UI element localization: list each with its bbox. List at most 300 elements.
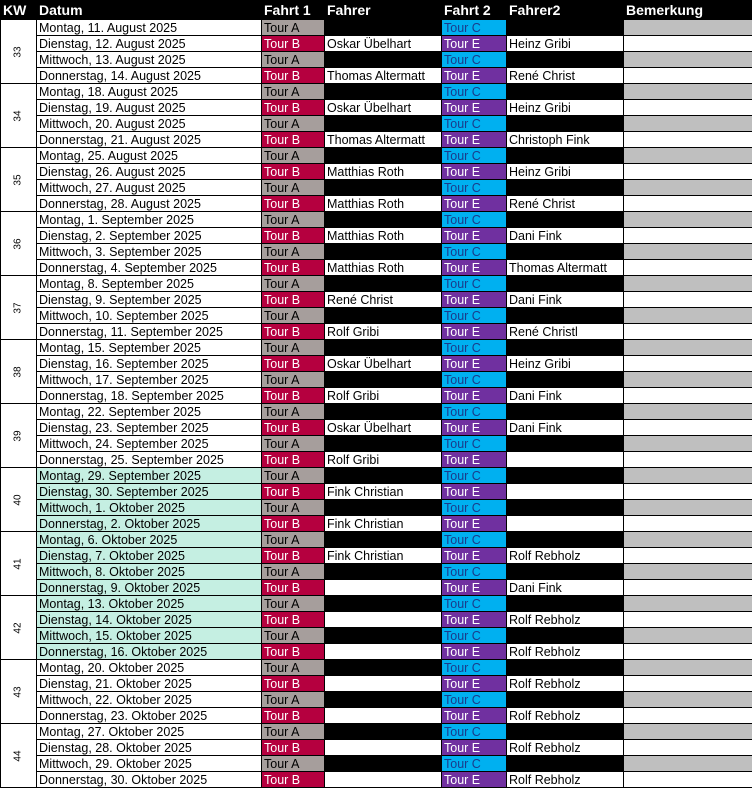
fahrt1-cell[interactable]: Tour B xyxy=(262,132,325,148)
bemerkung-cell[interactable] xyxy=(624,212,752,228)
fahrt2-cell[interactable]: Tour C xyxy=(442,180,507,196)
fahrer2-cell[interactable]: Dani Fink xyxy=(507,580,624,596)
fahrt1-cell[interactable]: Tour B xyxy=(262,484,325,500)
bemerkung-cell[interactable] xyxy=(624,116,752,132)
date-cell[interactable]: Montag, 27. Oktober 2025 xyxy=(37,724,262,740)
fahrer-cell[interactable]: Oskar Übelhart xyxy=(325,100,442,116)
bemerkung-cell[interactable] xyxy=(624,628,752,644)
fahrt1-cell[interactable]: Tour B xyxy=(262,324,325,340)
header-datum[interactable]: Datum xyxy=(37,1,262,20)
fahrer-cell[interactable] xyxy=(325,20,442,36)
date-cell[interactable]: Donnerstag, 9. Oktober 2025 xyxy=(37,580,262,596)
bemerkung-cell[interactable] xyxy=(624,580,752,596)
fahrer-cell[interactable] xyxy=(325,372,442,388)
bemerkung-cell[interactable] xyxy=(624,516,752,532)
fahrer2-cell[interactable] xyxy=(507,436,624,452)
fahrt2-cell[interactable]: Tour E xyxy=(442,740,507,756)
fahrt1-cell[interactable]: Tour B xyxy=(262,452,325,468)
fahrer2-cell[interactable]: Rolf Rebholz xyxy=(507,772,624,788)
fahrt1-cell[interactable]: Tour B xyxy=(262,420,325,436)
fahrer-cell[interactable]: René Christ xyxy=(325,292,442,308)
date-cell[interactable]: Mittwoch, 17. September 2025 xyxy=(37,372,262,388)
fahrer2-cell[interactable]: Dani Fink xyxy=(507,420,624,436)
fahrer-cell[interactable]: Matthias Roth xyxy=(325,164,442,180)
fahrt2-cell[interactable]: Tour C xyxy=(442,468,507,484)
date-cell[interactable]: Dienstag, 16. September 2025 xyxy=(37,356,262,372)
fahrer-cell[interactable] xyxy=(325,628,442,644)
fahrt2-cell[interactable]: Tour C xyxy=(442,500,507,516)
fahrt2-cell[interactable]: Tour C xyxy=(442,692,507,708)
fahrt2-cell[interactable]: Tour E xyxy=(442,164,507,180)
fahrt1-cell[interactable]: Tour A xyxy=(262,276,325,292)
fahrer-cell[interactable] xyxy=(325,612,442,628)
fahrer2-cell[interactable]: Dani Fink xyxy=(507,388,624,404)
bemerkung-cell[interactable] xyxy=(624,68,752,84)
fahrer2-cell[interactable]: Heinz Gribi xyxy=(507,100,624,116)
bemerkung-cell[interactable] xyxy=(624,84,752,100)
fahrt1-cell[interactable]: Tour A xyxy=(262,308,325,324)
fahrer-cell[interactable] xyxy=(325,772,442,788)
week-number-cell[interactable] xyxy=(1,276,37,340)
fahrt2-cell[interactable]: Tour C xyxy=(442,116,507,132)
bemerkung-cell[interactable] xyxy=(624,532,752,548)
fahrt1-cell[interactable]: Tour A xyxy=(262,532,325,548)
bemerkung-cell[interactable] xyxy=(624,548,752,564)
fahrer2-cell[interactable] xyxy=(507,564,624,580)
date-cell[interactable]: Dienstag, 26. August 2025 xyxy=(37,164,262,180)
fahrer2-cell[interactable]: Rolf Rebholz xyxy=(507,644,624,660)
week-number-cell[interactable] xyxy=(1,468,37,532)
fahrer2-cell[interactable] xyxy=(507,180,624,196)
fahrer2-cell[interactable] xyxy=(507,20,624,36)
date-cell[interactable]: Donnerstag, 25. September 2025 xyxy=(37,452,262,468)
fahrt2-cell[interactable]: Tour E xyxy=(442,580,507,596)
fahrt2-cell[interactable]: Tour E xyxy=(442,644,507,660)
fahrer2-cell[interactable]: Heinz Gribi xyxy=(507,36,624,52)
fahrt1-cell[interactable]: Tour A xyxy=(262,52,325,68)
fahrer-cell[interactable] xyxy=(325,84,442,100)
date-cell[interactable]: Dienstag, 9. September 2025 xyxy=(37,292,262,308)
fahrt1-cell[interactable]: Tour B xyxy=(262,516,325,532)
fahrt2-cell[interactable]: Tour E xyxy=(442,356,507,372)
fahrer-cell[interactable] xyxy=(325,180,442,196)
fahrer-cell[interactable]: Thomas Altermatt xyxy=(325,68,442,84)
fahrer2-cell[interactable] xyxy=(507,756,624,772)
bemerkung-cell[interactable] xyxy=(624,676,752,692)
fahrt2-cell[interactable]: Tour E xyxy=(442,516,507,532)
fahrt2-cell[interactable]: Tour C xyxy=(442,724,507,740)
fahrt2-cell[interactable]: Tour E xyxy=(442,452,507,468)
fahrt1-cell[interactable]: Tour B xyxy=(262,708,325,724)
date-cell[interactable]: Dienstag, 23. September 2025 xyxy=(37,420,262,436)
bemerkung-cell[interactable] xyxy=(624,692,752,708)
fahrer2-cell[interactable]: Rolf Rebholz xyxy=(507,612,624,628)
fahrt1-cell[interactable]: Tour A xyxy=(262,404,325,420)
fahrt2-cell[interactable]: Tour C xyxy=(442,52,507,68)
fahrer-cell[interactable] xyxy=(325,692,442,708)
fahrt2-cell[interactable]: Tour E xyxy=(442,420,507,436)
date-cell[interactable]: Donnerstag, 14. August 2025 xyxy=(37,68,262,84)
date-cell[interactable]: Dienstag, 28. Oktober 2025 xyxy=(37,740,262,756)
fahrt2-cell[interactable]: Tour C xyxy=(442,660,507,676)
fahrer-cell[interactable]: Rolf Gribi xyxy=(325,388,442,404)
fahrt2-cell[interactable]: Tour E xyxy=(442,196,507,212)
fahrer2-cell[interactable] xyxy=(507,724,624,740)
bemerkung-cell[interactable] xyxy=(624,196,752,212)
fahrt1-cell[interactable]: Tour A xyxy=(262,500,325,516)
fahrt2-cell[interactable]: Tour E xyxy=(442,612,507,628)
date-cell[interactable]: Montag, 15. September 2025 xyxy=(37,340,262,356)
fahrer-cell[interactable] xyxy=(325,276,442,292)
date-cell[interactable]: Dienstag, 30. September 2025 xyxy=(37,484,262,500)
fahrer-cell[interactable] xyxy=(325,756,442,772)
bemerkung-cell[interactable] xyxy=(624,420,752,436)
fahrt2-cell[interactable]: Tour E xyxy=(442,324,507,340)
bemerkung-cell[interactable] xyxy=(624,436,752,452)
fahrt1-cell[interactable]: Tour B xyxy=(262,68,325,84)
bemerkung-cell[interactable] xyxy=(624,340,752,356)
fahrt1-cell[interactable]: Tour A xyxy=(262,372,325,388)
fahrt2-cell[interactable]: Tour E xyxy=(442,708,507,724)
fahrer-cell[interactable] xyxy=(325,500,442,516)
fahrt1-cell[interactable]: Tour A xyxy=(262,84,325,100)
week-number-cell[interactable] xyxy=(1,148,37,212)
date-cell[interactable]: Dienstag, 12. August 2025 xyxy=(37,36,262,52)
fahrer-cell[interactable] xyxy=(325,52,442,68)
fahrt1-cell[interactable]: Tour B xyxy=(262,356,325,372)
date-cell[interactable]: Dienstag, 21. Oktober 2025 xyxy=(37,676,262,692)
fahrt1-cell[interactable]: Tour A xyxy=(262,660,325,676)
bemerkung-cell[interactable] xyxy=(624,164,752,180)
date-cell[interactable]: Donnerstag, 23. Oktober 2025 xyxy=(37,708,262,724)
fahrer-cell[interactable] xyxy=(325,676,442,692)
bemerkung-cell[interactable] xyxy=(624,308,752,324)
bemerkung-cell[interactable] xyxy=(624,724,752,740)
bemerkung-cell[interactable] xyxy=(624,356,752,372)
bemerkung-cell[interactable] xyxy=(624,372,752,388)
fahrer-cell[interactable] xyxy=(325,308,442,324)
fahrer2-cell[interactable] xyxy=(507,244,624,260)
bemerkung-cell[interactable] xyxy=(624,740,752,756)
bemerkung-cell[interactable] xyxy=(624,388,752,404)
fahrer-cell[interactable]: Oskar Übelhart xyxy=(325,36,442,52)
fahrer2-cell[interactable]: René Christ xyxy=(507,196,624,212)
fahrer-cell[interactable]: Matthias Roth xyxy=(325,196,442,212)
date-cell[interactable]: Montag, 11. August 2025 xyxy=(37,20,262,36)
fahrer2-cell[interactable]: Thomas Altermatt xyxy=(507,260,624,276)
fahrer-cell[interactable]: Fink Christian xyxy=(325,548,442,564)
fahrer2-cell[interactable] xyxy=(507,84,624,100)
fahrer2-cell[interactable]: Rolf Rebholz xyxy=(507,548,624,564)
bemerkung-cell[interactable] xyxy=(624,644,752,660)
date-cell[interactable]: Montag, 18. August 2025 xyxy=(37,84,262,100)
fahrt1-cell[interactable]: Tour B xyxy=(262,644,325,660)
fahrt2-cell[interactable]: Tour E xyxy=(442,36,507,52)
week-number-cell[interactable] xyxy=(1,404,37,468)
fahrt1-cell[interactable]: Tour B xyxy=(262,580,325,596)
fahrer-cell[interactable] xyxy=(325,564,442,580)
fahrt1-cell[interactable]: Tour B xyxy=(262,676,325,692)
fahrt2-cell[interactable]: Tour E xyxy=(442,676,507,692)
fahrt2-cell[interactable]: Tour C xyxy=(442,628,507,644)
fahrt1-cell[interactable]: Tour A xyxy=(262,468,325,484)
bemerkung-cell[interactable] xyxy=(624,244,752,260)
fahrer-cell[interactable] xyxy=(325,708,442,724)
fahrer2-cell[interactable] xyxy=(507,372,624,388)
date-cell[interactable]: Montag, 20. Oktober 2025 xyxy=(37,660,262,676)
bemerkung-cell[interactable] xyxy=(624,100,752,116)
fahrt1-cell[interactable]: Tour A xyxy=(262,212,325,228)
fahrer-cell[interactable] xyxy=(325,116,442,132)
fahrt2-cell[interactable]: Tour C xyxy=(442,340,507,356)
fahrt1-cell[interactable]: Tour B xyxy=(262,548,325,564)
date-cell[interactable]: Montag, 29. September 2025 xyxy=(37,468,262,484)
header-fahrt2[interactable]: Fahrt 2 xyxy=(442,1,507,20)
fahrer-cell[interactable] xyxy=(325,468,442,484)
bemerkung-cell[interactable] xyxy=(624,324,752,340)
week-number-cell[interactable] xyxy=(1,340,37,404)
fahrt1-cell[interactable]: Tour B xyxy=(262,772,325,788)
bemerkung-cell[interactable] xyxy=(624,500,752,516)
fahrer2-cell[interactable] xyxy=(507,148,624,164)
fahrt2-cell[interactable]: Tour E xyxy=(442,292,507,308)
fahrt2-cell[interactable]: Tour C xyxy=(442,276,507,292)
fahrt1-cell[interactable]: Tour A xyxy=(262,244,325,260)
fahrer-cell[interactable]: Matthias Roth xyxy=(325,260,442,276)
date-cell[interactable]: Donnerstag, 18. September 2025 xyxy=(37,388,262,404)
date-cell[interactable]: Mittwoch, 15. Oktober 2025 xyxy=(37,628,262,644)
week-number-cell[interactable] xyxy=(1,660,37,724)
fahrer-cell[interactable] xyxy=(325,404,442,420)
bemerkung-cell[interactable] xyxy=(624,292,752,308)
date-cell[interactable]: Mittwoch, 22. Oktober 2025 xyxy=(37,692,262,708)
fahrer-cell[interactable] xyxy=(325,212,442,228)
date-cell[interactable]: Donnerstag, 21. August 2025 xyxy=(37,132,262,148)
date-cell[interactable]: Dienstag, 14. Oktober 2025 xyxy=(37,612,262,628)
fahrt1-cell[interactable]: Tour A xyxy=(262,756,325,772)
date-cell[interactable]: Dienstag, 19. August 2025 xyxy=(37,100,262,116)
fahrt1-cell[interactable]: Tour B xyxy=(262,292,325,308)
fahrer-cell[interactable] xyxy=(325,340,442,356)
fahrt2-cell[interactable]: Tour C xyxy=(442,212,507,228)
fahrer-cell[interactable] xyxy=(325,532,442,548)
bemerkung-cell[interactable] xyxy=(624,20,752,36)
fahrer2-cell[interactable] xyxy=(507,660,624,676)
fahrer-cell[interactable]: Rolf Gribi xyxy=(325,452,442,468)
fahrer2-cell[interactable]: René Christl xyxy=(507,324,624,340)
week-number-cell[interactable] xyxy=(1,212,37,276)
fahrer2-cell[interactable] xyxy=(507,484,624,500)
fahrt2-cell[interactable]: Tour C xyxy=(442,756,507,772)
date-cell[interactable]: Montag, 13. Oktober 2025 xyxy=(37,596,262,612)
fahrt1-cell[interactable]: Tour B xyxy=(262,612,325,628)
bemerkung-cell[interactable] xyxy=(624,404,752,420)
fahrt2-cell[interactable]: Tour C xyxy=(442,308,507,324)
fahrer-cell[interactable] xyxy=(325,580,442,596)
bemerkung-cell[interactable] xyxy=(624,36,752,52)
fahrt2-cell[interactable]: Tour E xyxy=(442,132,507,148)
date-cell[interactable]: Mittwoch, 10. September 2025 xyxy=(37,308,262,324)
date-cell[interactable]: Dienstag, 2. September 2025 xyxy=(37,228,262,244)
fahrt2-cell[interactable]: Tour C xyxy=(442,20,507,36)
bemerkung-cell[interactable] xyxy=(624,660,752,676)
fahrt2-cell[interactable]: Tour C xyxy=(442,84,507,100)
date-cell[interactable]: Donnerstag, 4. September 2025 xyxy=(37,260,262,276)
fahrt2-cell[interactable]: Tour E xyxy=(442,228,507,244)
bemerkung-cell[interactable] xyxy=(624,228,752,244)
fahrer2-cell[interactable] xyxy=(507,692,624,708)
date-cell[interactable]: Donnerstag, 30. Oktober 2025 xyxy=(37,772,262,788)
fahrer-cell[interactable] xyxy=(325,436,442,452)
fahrer2-cell[interactable] xyxy=(507,212,624,228)
fahrer2-cell[interactable] xyxy=(507,596,624,612)
date-cell[interactable]: Mittwoch, 20. August 2025 xyxy=(37,116,262,132)
fahrt1-cell[interactable]: Tour A xyxy=(262,692,325,708)
fahrer-cell[interactable] xyxy=(325,148,442,164)
date-cell[interactable]: Montag, 1. September 2025 xyxy=(37,212,262,228)
fahrer-cell[interactable]: Thomas Altermatt xyxy=(325,132,442,148)
bemerkung-cell[interactable] xyxy=(624,276,752,292)
date-cell[interactable]: Donnerstag, 16. Oktober 2025 xyxy=(37,644,262,660)
fahrt2-cell[interactable]: Tour C xyxy=(442,372,507,388)
fahrer2-cell[interactable] xyxy=(507,340,624,356)
fahrer-cell[interactable]: Fink Christian xyxy=(325,516,442,532)
fahrt1-cell[interactable]: Tour B xyxy=(262,196,325,212)
fahrer-cell[interactable] xyxy=(325,244,442,260)
fahrer-cell[interactable]: Matthias Roth xyxy=(325,228,442,244)
week-number-cell[interactable] xyxy=(1,596,37,660)
fahrer2-cell[interactable]: Rolf Rebholz xyxy=(507,676,624,692)
fahrt1-cell[interactable]: Tour B xyxy=(262,164,325,180)
fahrt2-cell[interactable]: Tour E xyxy=(442,100,507,116)
header-fahrt1[interactable]: Fahrt 1 xyxy=(262,1,325,20)
date-cell[interactable]: Donnerstag, 28. August 2025 xyxy=(37,196,262,212)
fahrer-cell[interactable]: Rolf Gribi xyxy=(325,324,442,340)
fahrt1-cell[interactable]: Tour A xyxy=(262,20,325,36)
fahrer2-cell[interactable]: Heinz Gribi xyxy=(507,164,624,180)
bemerkung-cell[interactable] xyxy=(624,52,752,68)
fahrer-cell[interactable]: Oskar Übelhart xyxy=(325,420,442,436)
fahrer2-cell[interactable] xyxy=(507,308,624,324)
fahrt1-cell[interactable]: Tour B xyxy=(262,100,325,116)
fahrt2-cell[interactable]: Tour E xyxy=(442,260,507,276)
fahrt2-cell[interactable]: Tour E xyxy=(442,548,507,564)
bemerkung-cell[interactable] xyxy=(624,132,752,148)
fahrer-cell[interactable] xyxy=(325,596,442,612)
bemerkung-cell[interactable] xyxy=(624,612,752,628)
date-cell[interactable]: Mittwoch, 27. August 2025 xyxy=(37,180,262,196)
date-cell[interactable]: Mittwoch, 29. Oktober 2025 xyxy=(37,756,262,772)
header-bemerkung[interactable]: Bemerkung xyxy=(624,1,752,20)
fahrt1-cell[interactable]: Tour A xyxy=(262,436,325,452)
fahrer-cell[interactable] xyxy=(325,724,442,740)
fahrer-cell[interactable] xyxy=(325,740,442,756)
fahrt1-cell[interactable]: Tour A xyxy=(262,628,325,644)
date-cell[interactable]: Montag, 25. August 2025 xyxy=(37,148,262,164)
bemerkung-cell[interactable] xyxy=(624,708,752,724)
bemerkung-cell[interactable] xyxy=(624,772,752,788)
date-cell[interactable]: Mittwoch, 1. Oktober 2025 xyxy=(37,500,262,516)
fahrer2-cell[interactable] xyxy=(507,52,624,68)
date-cell[interactable]: Donnerstag, 11. September 2025 xyxy=(37,324,262,340)
fahrt1-cell[interactable]: Tour B xyxy=(262,228,325,244)
fahrt1-cell[interactable]: Tour A xyxy=(262,340,325,356)
fahrer-cell[interactable]: Fink Christian xyxy=(325,484,442,500)
fahrer2-cell[interactable] xyxy=(507,532,624,548)
fahrer2-cell[interactable] xyxy=(507,628,624,644)
date-cell[interactable]: Montag, 22. September 2025 xyxy=(37,404,262,420)
date-cell[interactable]: Mittwoch, 24. September 2025 xyxy=(37,436,262,452)
fahrt1-cell[interactable]: Tour A xyxy=(262,596,325,612)
fahrt1-cell[interactable]: Tour A xyxy=(262,724,325,740)
fahrer-cell[interactable] xyxy=(325,644,442,660)
fahrt1-cell[interactable]: Tour B xyxy=(262,36,325,52)
fahrer2-cell[interactable]: Christoph Fink xyxy=(507,132,624,148)
fahrt2-cell[interactable]: Tour C xyxy=(442,244,507,260)
fahrer2-cell[interactable] xyxy=(507,452,624,468)
bemerkung-cell[interactable] xyxy=(624,180,752,196)
bemerkung-cell[interactable] xyxy=(624,564,752,580)
date-cell[interactable]: Mittwoch, 8. Oktober 2025 xyxy=(37,564,262,580)
week-number-cell[interactable] xyxy=(1,532,37,596)
fahrer2-cell[interactable] xyxy=(507,404,624,420)
fahrt2-cell[interactable]: Tour C xyxy=(442,436,507,452)
fahrer2-cell[interactable]: Heinz Gribi xyxy=(507,356,624,372)
fahrt1-cell[interactable]: Tour A xyxy=(262,148,325,164)
fahrt2-cell[interactable]: Tour E xyxy=(442,388,507,404)
fahrer2-cell[interactable] xyxy=(507,500,624,516)
date-cell[interactable]: Donnerstag, 2. Oktober 2025 xyxy=(37,516,262,532)
fahrer2-cell[interactable]: Rolf Rebholz xyxy=(507,708,624,724)
fahrt2-cell[interactable]: Tour E xyxy=(442,68,507,84)
date-cell[interactable]: Mittwoch, 13. August 2025 xyxy=(37,52,262,68)
date-cell[interactable]: Montag, 6. Oktober 2025 xyxy=(37,532,262,548)
fahrt2-cell[interactable]: Tour E xyxy=(442,772,507,788)
fahrer2-cell[interactable]: Dani Fink xyxy=(507,228,624,244)
fahrt1-cell[interactable]: Tour A xyxy=(262,116,325,132)
fahrt2-cell[interactable]: Tour C xyxy=(442,148,507,164)
fahrer2-cell[interactable]: Rolf Rebholz xyxy=(507,740,624,756)
bemerkung-cell[interactable] xyxy=(624,452,752,468)
fahrer2-cell[interactable] xyxy=(507,468,624,484)
fahrt2-cell[interactable]: Tour C xyxy=(442,404,507,420)
bemerkung-cell[interactable] xyxy=(624,756,752,772)
fahrer-cell[interactable]: Oskar Übelhart xyxy=(325,356,442,372)
header-fahrer2[interactable]: Fahrer2 xyxy=(507,1,624,20)
bemerkung-cell[interactable] xyxy=(624,148,752,164)
fahrer-cell[interactable] xyxy=(325,660,442,676)
fahrer2-cell[interactable] xyxy=(507,276,624,292)
fahrt1-cell[interactable]: Tour B xyxy=(262,388,325,404)
fahrt2-cell[interactable]: Tour C xyxy=(442,532,507,548)
fahrer2-cell[interactable] xyxy=(507,516,624,532)
header-fahrer[interactable]: Fahrer xyxy=(325,1,442,20)
week-number-cell[interactable] xyxy=(1,20,37,84)
fahrt1-cell[interactable]: Tour A xyxy=(262,180,325,196)
date-cell[interactable]: Mittwoch, 3. September 2025 xyxy=(37,244,262,260)
fahrt1-cell[interactable]: Tour A xyxy=(262,564,325,580)
bemerkung-cell[interactable] xyxy=(624,484,752,500)
bemerkung-cell[interactable] xyxy=(624,260,752,276)
fahrer2-cell[interactable] xyxy=(507,116,624,132)
date-cell[interactable]: Montag, 8. September 2025 xyxy=(37,276,262,292)
week-number-cell[interactable] xyxy=(1,84,37,148)
fahrt2-cell[interactable]: Tour C xyxy=(442,564,507,580)
fahrt1-cell[interactable]: Tour B xyxy=(262,740,325,756)
bemerkung-cell[interactable] xyxy=(624,468,752,484)
fahrt1-cell[interactable]: Tour B xyxy=(262,260,325,276)
header-kw[interactable]: KW xyxy=(1,1,37,20)
